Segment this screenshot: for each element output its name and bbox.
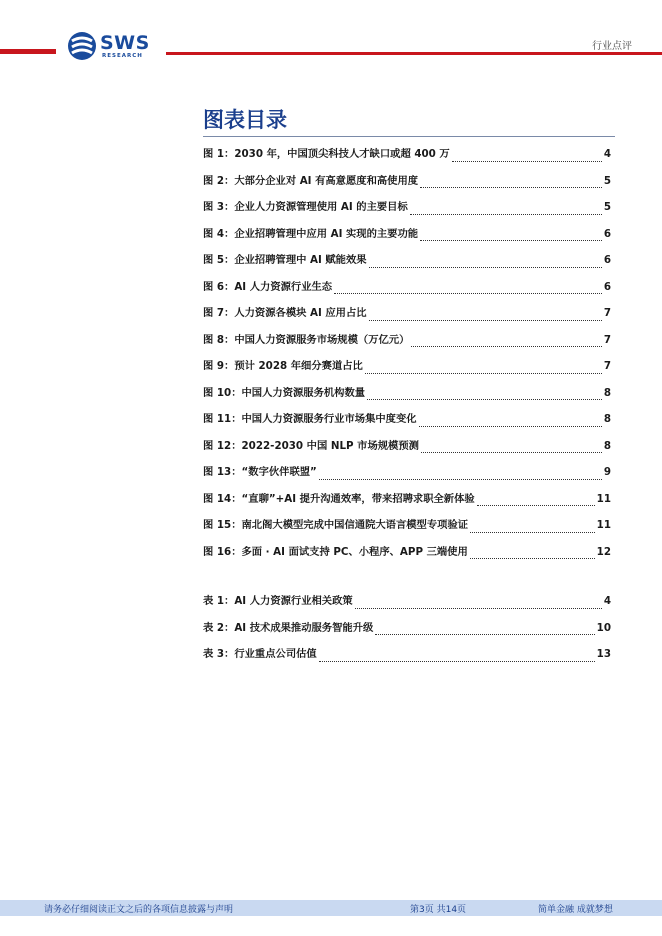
- toc-figure-entry-page: 9: [603, 466, 611, 478]
- toc-figure-entry-label: 图 11：中国人力资源服务行业市场集中度变化: [203, 413, 417, 425]
- toc-figure-entry-label: 图 12：2022-2030 中国 NLP 市场规模预测: [203, 439, 419, 452]
- toc-figure-entry[interactable]: [203, 357, 611, 384]
- toc-table-entry-page: 4: [603, 595, 611, 607]
- logo-text: SWS: [100, 32, 150, 54]
- toc-figure-entry-leader-dots: [369, 320, 602, 321]
- toc-figure-entry[interactable]: [203, 410, 611, 437]
- toc-figure-entry-page: 8: [603, 439, 611, 452]
- toc-figure-entry-leader-dots: [369, 267, 602, 268]
- toc-figure-entry-label: 图 8：中国人力资源服务市场规模（万亿元）: [203, 333, 410, 346]
- toc-figure-entry-label: 图 7：人力资源各模块 AI 应用占比: [203, 307, 367, 319]
- toc-figure-entry[interactable]: [203, 516, 611, 543]
- toc-figure-entry-leader-dots: [365, 373, 602, 374]
- toc-figure-entry-leader-dots: [334, 293, 602, 294]
- toc-figure-entry-leader-dots: [411, 346, 601, 347]
- toc-figure-entry[interactable]: [203, 251, 611, 278]
- toc-figure-entry[interactable]: [203, 172, 611, 199]
- toc-figure-entry-label: 图 15：南北阁大模型完成中国信通院大语言模型专项验证: [203, 519, 469, 531]
- toc-figure-entry-leader-dots: [477, 505, 595, 506]
- toc-figure-entry-leader-dots: [421, 452, 602, 453]
- toc-figure-entry-page: 8: [603, 413, 611, 425]
- footer-disclaimer: 请务必仔细阅读正文之后的各项信息披露与声明: [44, 905, 234, 915]
- toc-figure-entry-label: 图 14：“直聊”+AI 提升沟通效率，带来招聘求职全新体验: [203, 492, 475, 505]
- toc-figure-entry[interactable]: [203, 384, 611, 411]
- toc-figure-entry[interactable]: [203, 304, 611, 331]
- toc-figure-entry-label: 图 5：企业招聘管理中 AI 赋能效果: [203, 254, 367, 266]
- toc-figure-entry-leader-dots: [470, 532, 595, 533]
- toc-figure-entry-page: 6: [603, 227, 611, 240]
- toc-figure-entry-leader-dots: [420, 240, 602, 241]
- toc-figure-entry[interactable]: [203, 437, 611, 464]
- toc-figure-entry-label: 图 3：企业人力资源管理使用 AI 的主要目标: [203, 201, 408, 213]
- toc-figure-entry-label: 图 16：多面 · AI 面试支持 PC、小程序、APP 三端使用: [203, 545, 468, 558]
- toc-table-entry-label: 表 2：AI 技术成果推动服务智能升级: [203, 621, 374, 634]
- toc-figure-entry-page: 11: [596, 519, 611, 531]
- toc-figure-entry-page: 8: [603, 386, 611, 399]
- toc-figure-entry-label: 图 13：“数字伙伴联盟”: [203, 466, 317, 478]
- toc-figure-entry-page: 12: [596, 545, 611, 558]
- table-list: [203, 592, 611, 672]
- toc-figure-entry-label: 图 6：AI 人力资源行业生态: [203, 280, 333, 293]
- toc-figure-entry-page: 6: [603, 254, 611, 266]
- toc-figure-entry-page: 11: [596, 492, 611, 505]
- toc-figure-entry[interactable]: [203, 490, 611, 517]
- report-category: 行业点评: [592, 41, 632, 52]
- toc-figure-entry[interactable]: [203, 463, 611, 490]
- sws-logo-icon: [66, 30, 98, 62]
- toc-figure-entry-page: 7: [603, 307, 611, 319]
- header-rule-left: [0, 49, 56, 54]
- toc-table-entry-label: 表 1：AI 人力资源行业相关政策: [203, 595, 353, 607]
- toc-figure-entry[interactable]: [203, 331, 611, 358]
- toc-figure-entry-page: 5: [603, 174, 611, 187]
- toc-figure-entry-page: 6: [603, 280, 611, 293]
- toc-figure-entry-leader-dots: [319, 479, 602, 480]
- toc-table-entry-page: 13: [596, 648, 611, 660]
- toc-figure-entry-label: 图 10：中国人力资源服务机构数量: [203, 386, 366, 399]
- toc-figure-entry-page: 7: [603, 333, 611, 346]
- toc-figure-entry-label: 图 2：大部分企业对 AI 有高意愿度和高使用度: [203, 174, 419, 187]
- toc-figure-entry-page: 7: [603, 360, 611, 372]
- toc-figure-entry-leader-dots: [452, 161, 602, 162]
- toc-figure-entry-page: 5: [603, 201, 611, 213]
- toc-figure-entry-leader-dots: [419, 426, 602, 427]
- toc-table-entry[interactable]: [203, 592, 611, 619]
- figure-list: [203, 145, 611, 569]
- footer-slogan: 简单金融 成就梦想: [538, 905, 613, 915]
- sws-logo: [66, 30, 158, 64]
- toc-table-entry-label: 表 3：行业重点公司估值: [203, 648, 317, 660]
- toc-table-entry-leader-dots: [355, 608, 602, 609]
- toc-figure-entry[interactable]: [203, 198, 611, 225]
- toc-figure-entry[interactable]: [203, 543, 611, 570]
- toc-figure-entry-page: 4: [603, 148, 611, 160]
- toc-table-entry-leader-dots: [375, 634, 594, 635]
- toc-figure-entry-label: 图 9：预计 2028 年细分赛道占比: [203, 360, 363, 372]
- toc-figure-entry-leader-dots: [410, 214, 602, 215]
- toc-figure-entry[interactable]: [203, 278, 611, 305]
- toc-table-entry-page: 10: [596, 621, 611, 634]
- toc-figure-entry-leader-dots: [470, 558, 595, 559]
- toc-figure-entry-label: 图 4：企业招聘管理中应用 AI 实现的主要功能: [203, 227, 419, 240]
- toc-table-entry-leader-dots: [319, 661, 595, 662]
- toc-figure-entry[interactable]: [203, 145, 611, 172]
- toc-figure-entry-leader-dots: [420, 187, 602, 188]
- header-rule-right: [166, 52, 662, 55]
- toc-figure-entry[interactable]: [203, 225, 611, 252]
- toc-table-entry[interactable]: [203, 619, 611, 646]
- toc-figure-entry-label: 图 1：2030 年，中国顶尖科技人才缺口或超 400 万: [203, 148, 450, 160]
- footer-page-info: 第3页 共14页: [410, 905, 467, 915]
- toc-figure-entry-leader-dots: [367, 399, 602, 400]
- toc-title-rule: [203, 136, 615, 137]
- page-footer: [0, 900, 662, 916]
- logo-subtext: RESEARCH: [102, 53, 143, 59]
- toc-title: 图表目录: [203, 108, 287, 132]
- toc-table-entry[interactable]: [203, 645, 611, 672]
